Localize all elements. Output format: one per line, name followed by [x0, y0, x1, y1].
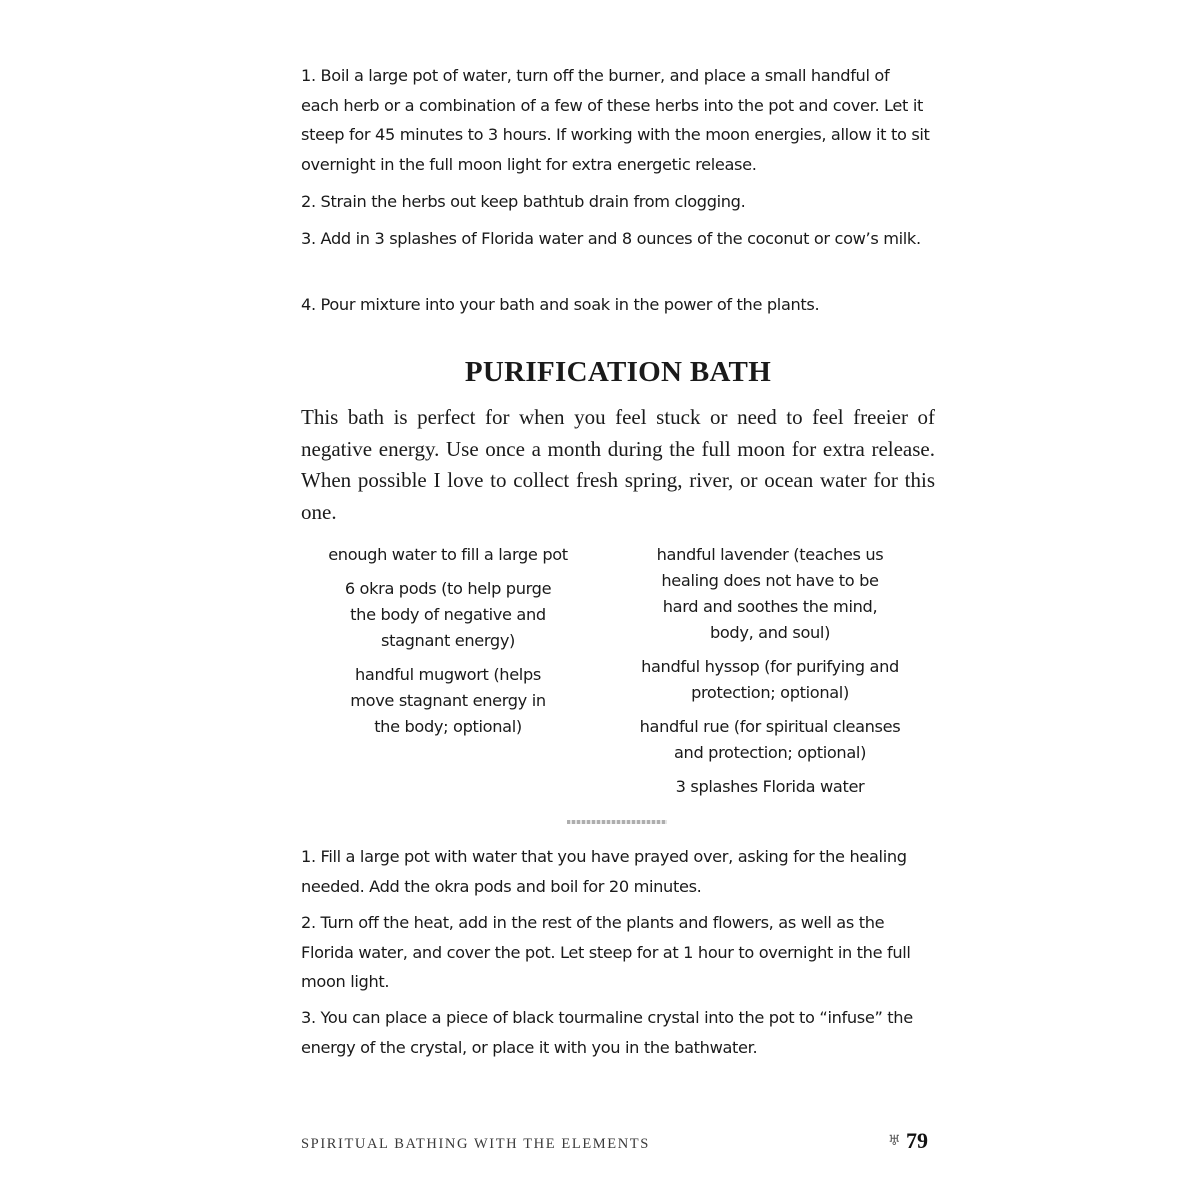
ingredient-item: 6 okra pods (to help purge the body of negative and stagnant energy): [344, 579, 552, 650]
section-divider: [567, 820, 667, 824]
ingredients-left-column: [302, 542, 594, 748]
previous-step-2: 2. Strain the herbs out keep bathtub drain from clogging.: [301, 192, 746, 211]
ingredient-item: 3 splashes Florida water: [675, 777, 865, 796]
running-title: SPIRITUAL BATHING WITH THE ELEMENTS: [301, 1136, 650, 1152]
recipe-step-2: 2. Turn off the heat, add in the rest of the plants and flowers, as well as the Florida water, and cover the pot. Let steep for at 1 hour to overnight in the full moon light.: [301, 913, 911, 991]
ingredients-right-column: [624, 542, 916, 808]
previous-step-3: 3. Add in 3 splashes of Florida water and 8 ounces of the coconut or cow’s milk.: [301, 229, 921, 248]
recipe-intro: This bath is perfect for when you feel stuck or need to feel freeier of negative energy. Use once a month during the full moon for extra release. When possible I love to collect fresh spring, river, or ocean water for this one.: [301, 405, 935, 524]
ingredient-item: handful rue (for spiritual cleanses and protection; optional): [639, 717, 901, 762]
ingredient-item: handful hyssop (for purifying and protection; optional): [641, 657, 899, 702]
recipe-step-3: 3. You can place a piece of black tourmaline crystal into the pot to “infuse” the energy of the crystal, or place it with you in the bathwater.: [301, 1008, 913, 1057]
previous-step-4: 4. Pour mixture into your bath and soak in the power of the plants.: [301, 295, 820, 314]
ingredient-item: enough water to fill a large pot: [328, 545, 568, 564]
ingredient-item: handful lavender (teaches us healing does not have to be hard and soothes the mind, body, and soul): [656, 545, 884, 642]
previous-step-1: 1. Boil a large pot of water, turn off the burner, and place a small handful of each herb or a combination of a few of these herbs into the pot and cover. Let it steep for 45 minutes to 3 hours. If working with the moon energies, allow it to sit overnight in the full moon light for extra energetic release.: [301, 66, 930, 174]
ornament-icon: ♅: [888, 1134, 901, 1149]
page-number: 79: [906, 1128, 928, 1153]
ingredient-item: handful mugwort (helps move stagnant energy in the body; optional): [350, 665, 546, 736]
recipe-title: PURIFICATION BATH: [464, 356, 772, 388]
recipe-step-1: 1. Fill a large pot with water that you have prayed over, asking for the healing needed. Add the okra pods and boil for 20 minutes.: [301, 847, 907, 896]
